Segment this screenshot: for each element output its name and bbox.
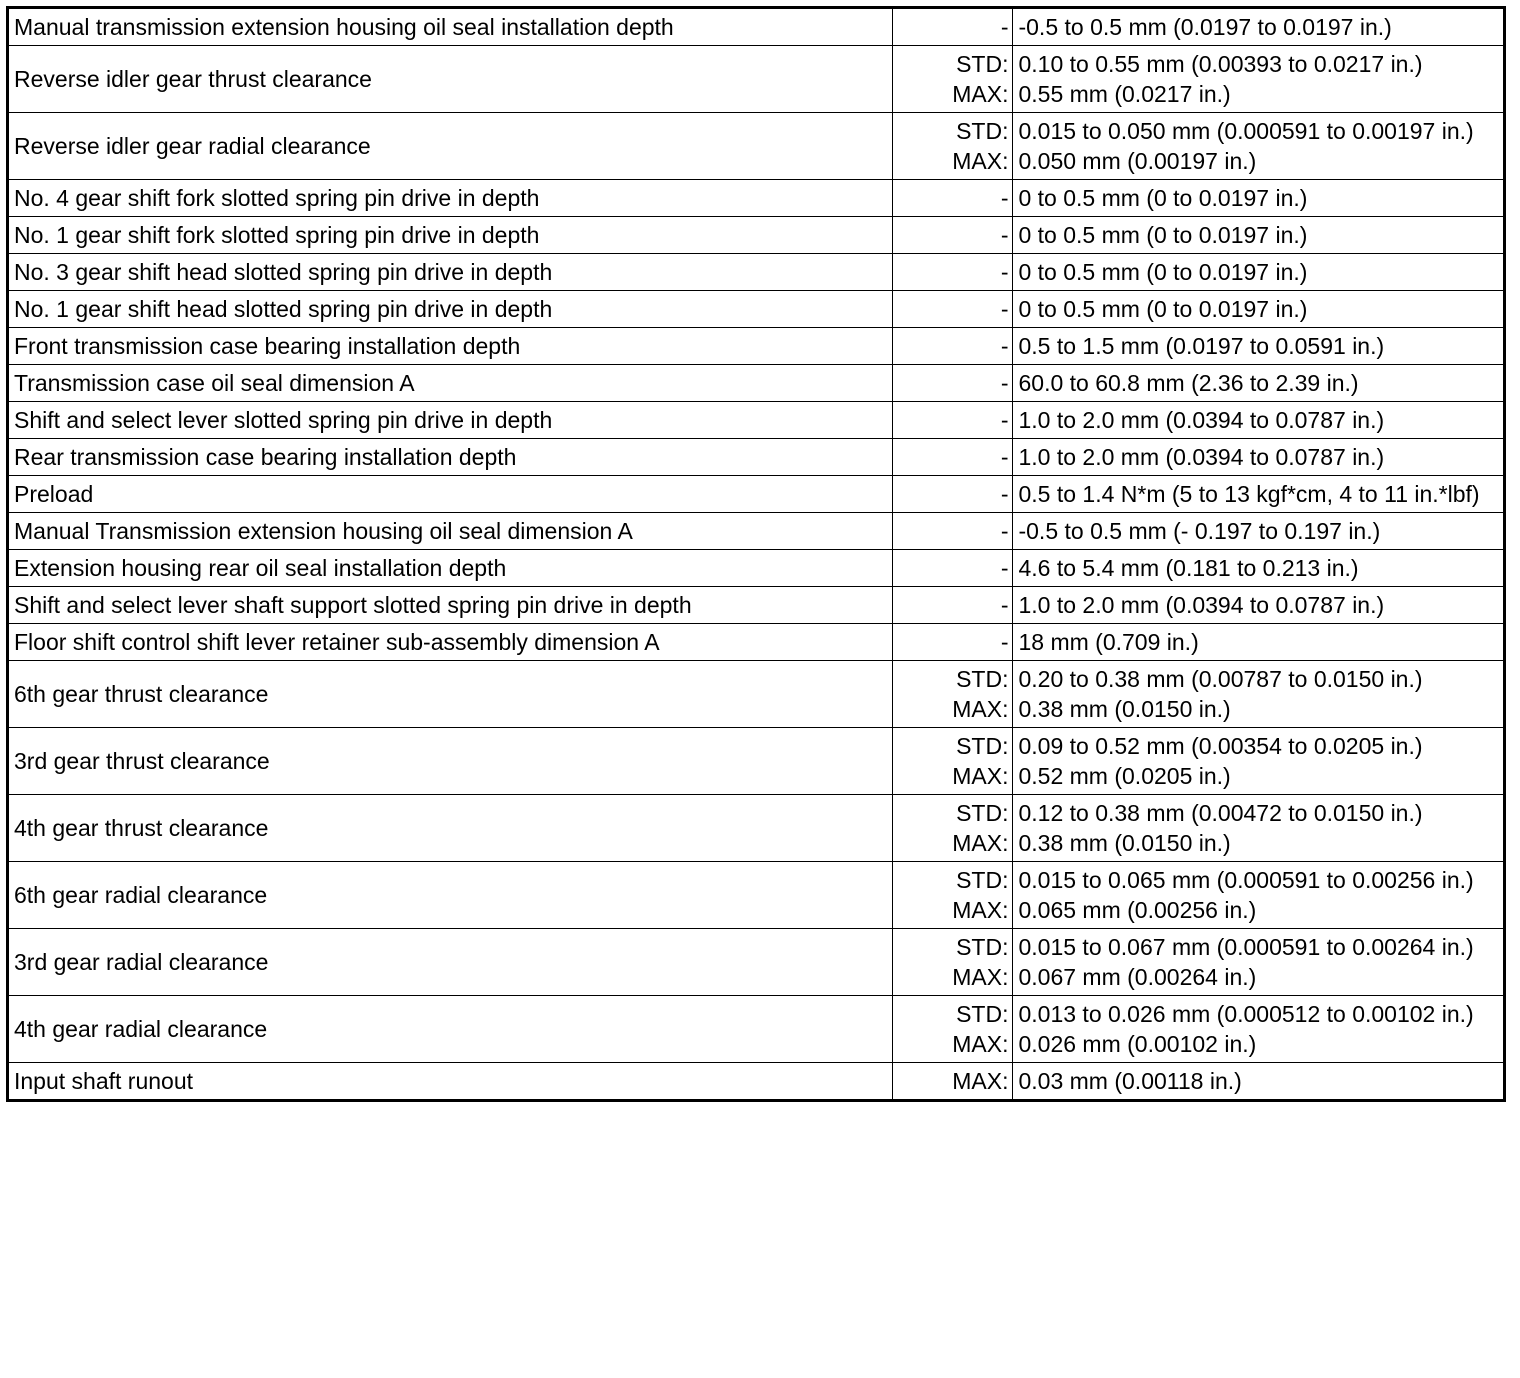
spec-label: STD: bbox=[956, 733, 1009, 759]
spec-label: MAX: bbox=[952, 830, 1009, 856]
spec-label-cell bbox=[892, 862, 1013, 929]
spec-value: 0 to 0.5 mm (0 to 0.0197 in.) bbox=[1018, 222, 1308, 248]
item-name-cell: No. 1 gear shift head slotted spring pin drive in depth bbox=[8, 291, 893, 328]
spec-label: STD: bbox=[956, 800, 1009, 826]
spec-label: STD: bbox=[956, 666, 1009, 692]
table-row bbox=[8, 113, 1505, 180]
spec-label: - bbox=[1000, 481, 1009, 507]
spec-label: - bbox=[1000, 592, 1009, 618]
table-row bbox=[8, 1063, 1505, 1101]
item-name-cell: Manual transmission extension housing oil seal installation depth bbox=[8, 8, 893, 46]
item-name-cell: Extension housing rear oil seal installation depth bbox=[8, 550, 893, 587]
spec-value-cell bbox=[1013, 439, 1505, 476]
spec-value-cell bbox=[1013, 513, 1505, 550]
spec-label: STD: bbox=[956, 1001, 1009, 1027]
spec-value-cell bbox=[1013, 113, 1505, 180]
item-name-cell: 6th gear thrust clearance bbox=[8, 661, 893, 728]
spec-value: 1.0 to 2.0 mm (0.0394 to 0.0787 in.) bbox=[1018, 407, 1385, 433]
spec-value: 0.015 to 0.050 mm (0.000591 to 0.00197 in.) bbox=[1018, 118, 1474, 144]
spec-label: - bbox=[1000, 222, 1009, 248]
table-row bbox=[8, 328, 1505, 365]
item-name-cell: Preload bbox=[8, 476, 893, 513]
spec-label: - bbox=[1000, 259, 1009, 285]
spec-value: 4.6 to 5.4 mm (0.181 to 0.213 in.) bbox=[1018, 555, 1359, 581]
table-row bbox=[8, 929, 1505, 996]
spec-label: - bbox=[1000, 185, 1009, 211]
spec-value: 60.0 to 60.8 mm (2.36 to 2.39 in.) bbox=[1018, 370, 1359, 396]
spec-label-cell bbox=[892, 8, 1013, 46]
spec-value-cell bbox=[1013, 365, 1505, 402]
item-name-cell: No. 4 gear shift fork slotted spring pin drive in depth bbox=[8, 180, 893, 217]
spec-label-cell bbox=[892, 661, 1013, 728]
spec-label-cell bbox=[892, 217, 1013, 254]
spec-label-cell bbox=[892, 795, 1013, 862]
spec-label-cell bbox=[892, 439, 1013, 476]
spec-label-cell bbox=[892, 365, 1013, 402]
spec-value: 0.38 mm (0.0150 in.) bbox=[1018, 830, 1231, 856]
spec-label-cell bbox=[892, 291, 1013, 328]
spec-label: STD: bbox=[956, 934, 1009, 960]
spec-value: 0.12 to 0.38 mm (0.00472 to 0.0150 in.) bbox=[1018, 800, 1423, 826]
table-row bbox=[8, 180, 1505, 217]
spec-label: MAX: bbox=[952, 964, 1009, 990]
spec-label: - bbox=[1000, 14, 1009, 40]
spec-value: 0.015 to 0.067 mm (0.000591 to 0.00264 in.) bbox=[1018, 934, 1474, 960]
spec-label-cell bbox=[892, 728, 1013, 795]
table-row bbox=[8, 587, 1505, 624]
item-name-cell: Transmission case oil seal dimension A bbox=[8, 365, 893, 402]
item-name-cell: No. 3 gear shift head slotted spring pin drive in depth bbox=[8, 254, 893, 291]
spec-value: 0.050 mm (0.00197 in.) bbox=[1018, 148, 1257, 174]
item-name-cell: 3rd gear thrust clearance bbox=[8, 728, 893, 795]
table-row bbox=[8, 624, 1505, 661]
spec-label: MAX: bbox=[952, 148, 1009, 174]
spec-label-cell bbox=[892, 180, 1013, 217]
spec-value: 0.38 mm (0.0150 in.) bbox=[1018, 696, 1231, 722]
spec-value: 0.20 to 0.38 mm (0.00787 to 0.0150 in.) bbox=[1018, 666, 1423, 692]
spec-label-cell bbox=[892, 550, 1013, 587]
spec-value: -0.5 to 0.5 mm (- 0.197 to 0.197 in.) bbox=[1018, 518, 1381, 544]
spec-value: 0.013 to 0.026 mm (0.000512 to 0.00102 in.) bbox=[1018, 1001, 1474, 1027]
spec-value: 0 to 0.5 mm (0 to 0.0197 in.) bbox=[1018, 185, 1308, 211]
spec-label: - bbox=[1000, 333, 1009, 359]
spec-value-cell bbox=[1013, 624, 1505, 661]
spec-label: STD: bbox=[956, 51, 1009, 77]
table-row bbox=[8, 439, 1505, 476]
table-row bbox=[8, 402, 1505, 439]
spec-label: - bbox=[1000, 407, 1009, 433]
spec-value: 18 mm (0.709 in.) bbox=[1018, 629, 1199, 655]
spec-label: STD: bbox=[956, 867, 1009, 893]
spec-label: - bbox=[1000, 370, 1009, 396]
table-row bbox=[8, 728, 1505, 795]
table-row bbox=[8, 254, 1505, 291]
item-name-cell: 4th gear radial clearance bbox=[8, 996, 893, 1063]
spec-value: 0.09 to 0.52 mm (0.00354 to 0.0205 in.) bbox=[1018, 733, 1423, 759]
specification-table-body bbox=[8, 8, 1505, 1101]
spec-value-cell bbox=[1013, 929, 1505, 996]
spec-value-cell bbox=[1013, 1063, 1505, 1101]
spec-label: STD: bbox=[956, 118, 1009, 144]
spec-label: - bbox=[1000, 629, 1009, 655]
item-name-cell: Rear transmission case bearing installation depth bbox=[8, 439, 893, 476]
spec-value: 0.065 mm (0.00256 in.) bbox=[1018, 897, 1257, 923]
item-name-cell: Manual Transmission extension housing oil seal dimension A bbox=[8, 513, 893, 550]
spec-value: 0 to 0.5 mm (0 to 0.0197 in.) bbox=[1018, 259, 1308, 285]
spec-value-cell bbox=[1013, 476, 1505, 513]
spec-label-cell bbox=[892, 328, 1013, 365]
spec-value-cell bbox=[1013, 862, 1505, 929]
spec-label-cell bbox=[892, 929, 1013, 996]
spec-label: - bbox=[1000, 296, 1009, 322]
spec-value: 1.0 to 2.0 mm (0.0394 to 0.0787 in.) bbox=[1018, 444, 1385, 470]
spec-value: 0.55 mm (0.0217 in.) bbox=[1018, 81, 1231, 107]
spec-label-cell bbox=[892, 113, 1013, 180]
spec-label-cell bbox=[892, 624, 1013, 661]
table-row bbox=[8, 862, 1505, 929]
item-name-cell: Shift and select lever slotted spring pin drive in depth bbox=[8, 402, 893, 439]
spec-label-cell bbox=[892, 476, 1013, 513]
spec-label-cell bbox=[892, 402, 1013, 439]
spec-value-cell bbox=[1013, 587, 1505, 624]
table-row bbox=[8, 217, 1505, 254]
spec-label-cell bbox=[892, 254, 1013, 291]
spec-value-cell bbox=[1013, 328, 1505, 365]
spec-label-cell bbox=[892, 996, 1013, 1063]
spec-value: -0.5 to 0.5 mm (0.0197 to 0.0197 in.) bbox=[1018, 14, 1392, 40]
spec-value: 0.067 mm (0.00264 in.) bbox=[1018, 964, 1257, 990]
spec-value: 0.10 to 0.55 mm (0.00393 to 0.0217 in.) bbox=[1018, 51, 1423, 77]
spec-value: 0.015 to 0.065 mm (0.000591 to 0.00256 in.) bbox=[1018, 867, 1474, 893]
item-name-cell: 4th gear thrust clearance bbox=[8, 795, 893, 862]
item-name-cell: 6th gear radial clearance bbox=[8, 862, 893, 929]
spec-value: 1.0 to 2.0 mm (0.0394 to 0.0787 in.) bbox=[1018, 592, 1385, 618]
item-name-cell: No. 1 gear shift fork slotted spring pin drive in depth bbox=[8, 217, 893, 254]
spec-value-cell bbox=[1013, 728, 1505, 795]
spec-value-cell bbox=[1013, 254, 1505, 291]
spec-value: 0 to 0.5 mm (0 to 0.0197 in.) bbox=[1018, 296, 1308, 322]
spec-value-cell bbox=[1013, 402, 1505, 439]
item-name-cell: Floor shift control shift lever retainer sub-assembly dimension A bbox=[8, 624, 893, 661]
item-name-cell: Reverse idler gear radial clearance bbox=[8, 113, 893, 180]
item-name-cell: Shift and select lever shaft support slotted spring pin drive in depth bbox=[8, 587, 893, 624]
spec-label: MAX: bbox=[952, 763, 1009, 789]
table-row bbox=[8, 291, 1505, 328]
spec-label: - bbox=[1000, 518, 1009, 544]
spec-label: MAX: bbox=[952, 1031, 1009, 1057]
spec-value-cell bbox=[1013, 8, 1505, 46]
spec-label: MAX: bbox=[952, 81, 1009, 107]
table-row bbox=[8, 8, 1505, 46]
spec-value-cell bbox=[1013, 996, 1505, 1063]
table-row bbox=[8, 365, 1505, 402]
spec-value: 0.026 mm (0.00102 in.) bbox=[1018, 1031, 1257, 1057]
spec-value-cell bbox=[1013, 180, 1505, 217]
spec-value-cell bbox=[1013, 291, 1505, 328]
spec-label: - bbox=[1000, 444, 1009, 470]
spec-label: - bbox=[1000, 555, 1009, 581]
item-name-cell: Reverse idler gear thrust clearance bbox=[8, 46, 893, 113]
spec-value-cell bbox=[1013, 46, 1505, 113]
spec-label-cell bbox=[892, 513, 1013, 550]
spec-label-cell bbox=[892, 1063, 1013, 1101]
spec-value-cell bbox=[1013, 661, 1505, 728]
spec-value: 0.5 to 1.5 mm (0.0197 to 0.0591 in.) bbox=[1018, 333, 1385, 359]
table-row bbox=[8, 513, 1505, 550]
table-row bbox=[8, 550, 1505, 587]
spec-label: MAX: bbox=[952, 897, 1009, 923]
spec-value-cell bbox=[1013, 550, 1505, 587]
spec-value-cell bbox=[1013, 217, 1505, 254]
item-name-cell: Front transmission case bearing installation depth bbox=[8, 328, 893, 365]
spec-value-cell bbox=[1013, 795, 1505, 862]
table-row bbox=[8, 795, 1505, 862]
spec-label-cell bbox=[892, 587, 1013, 624]
table-row bbox=[8, 46, 1505, 113]
table-row bbox=[8, 476, 1505, 513]
item-name-cell: 3rd gear radial clearance bbox=[8, 929, 893, 996]
item-name-cell: Input shaft runout bbox=[8, 1063, 893, 1101]
spec-label: MAX: bbox=[952, 696, 1009, 722]
spec-value: 0.52 mm (0.0205 in.) bbox=[1018, 763, 1231, 789]
spec-value: 0.5 to 1.4 N*m (5 to 13 kgf*cm, 4 to 11 in.*lbf) bbox=[1018, 481, 1480, 507]
spec-label: MAX: bbox=[952, 1068, 1009, 1094]
table-row bbox=[8, 996, 1505, 1063]
spec-label-cell bbox=[892, 46, 1013, 113]
specification-table bbox=[6, 6, 1506, 1102]
table-row bbox=[8, 661, 1505, 728]
spec-value: 0.03 mm (0.00118 in.) bbox=[1018, 1068, 1242, 1094]
